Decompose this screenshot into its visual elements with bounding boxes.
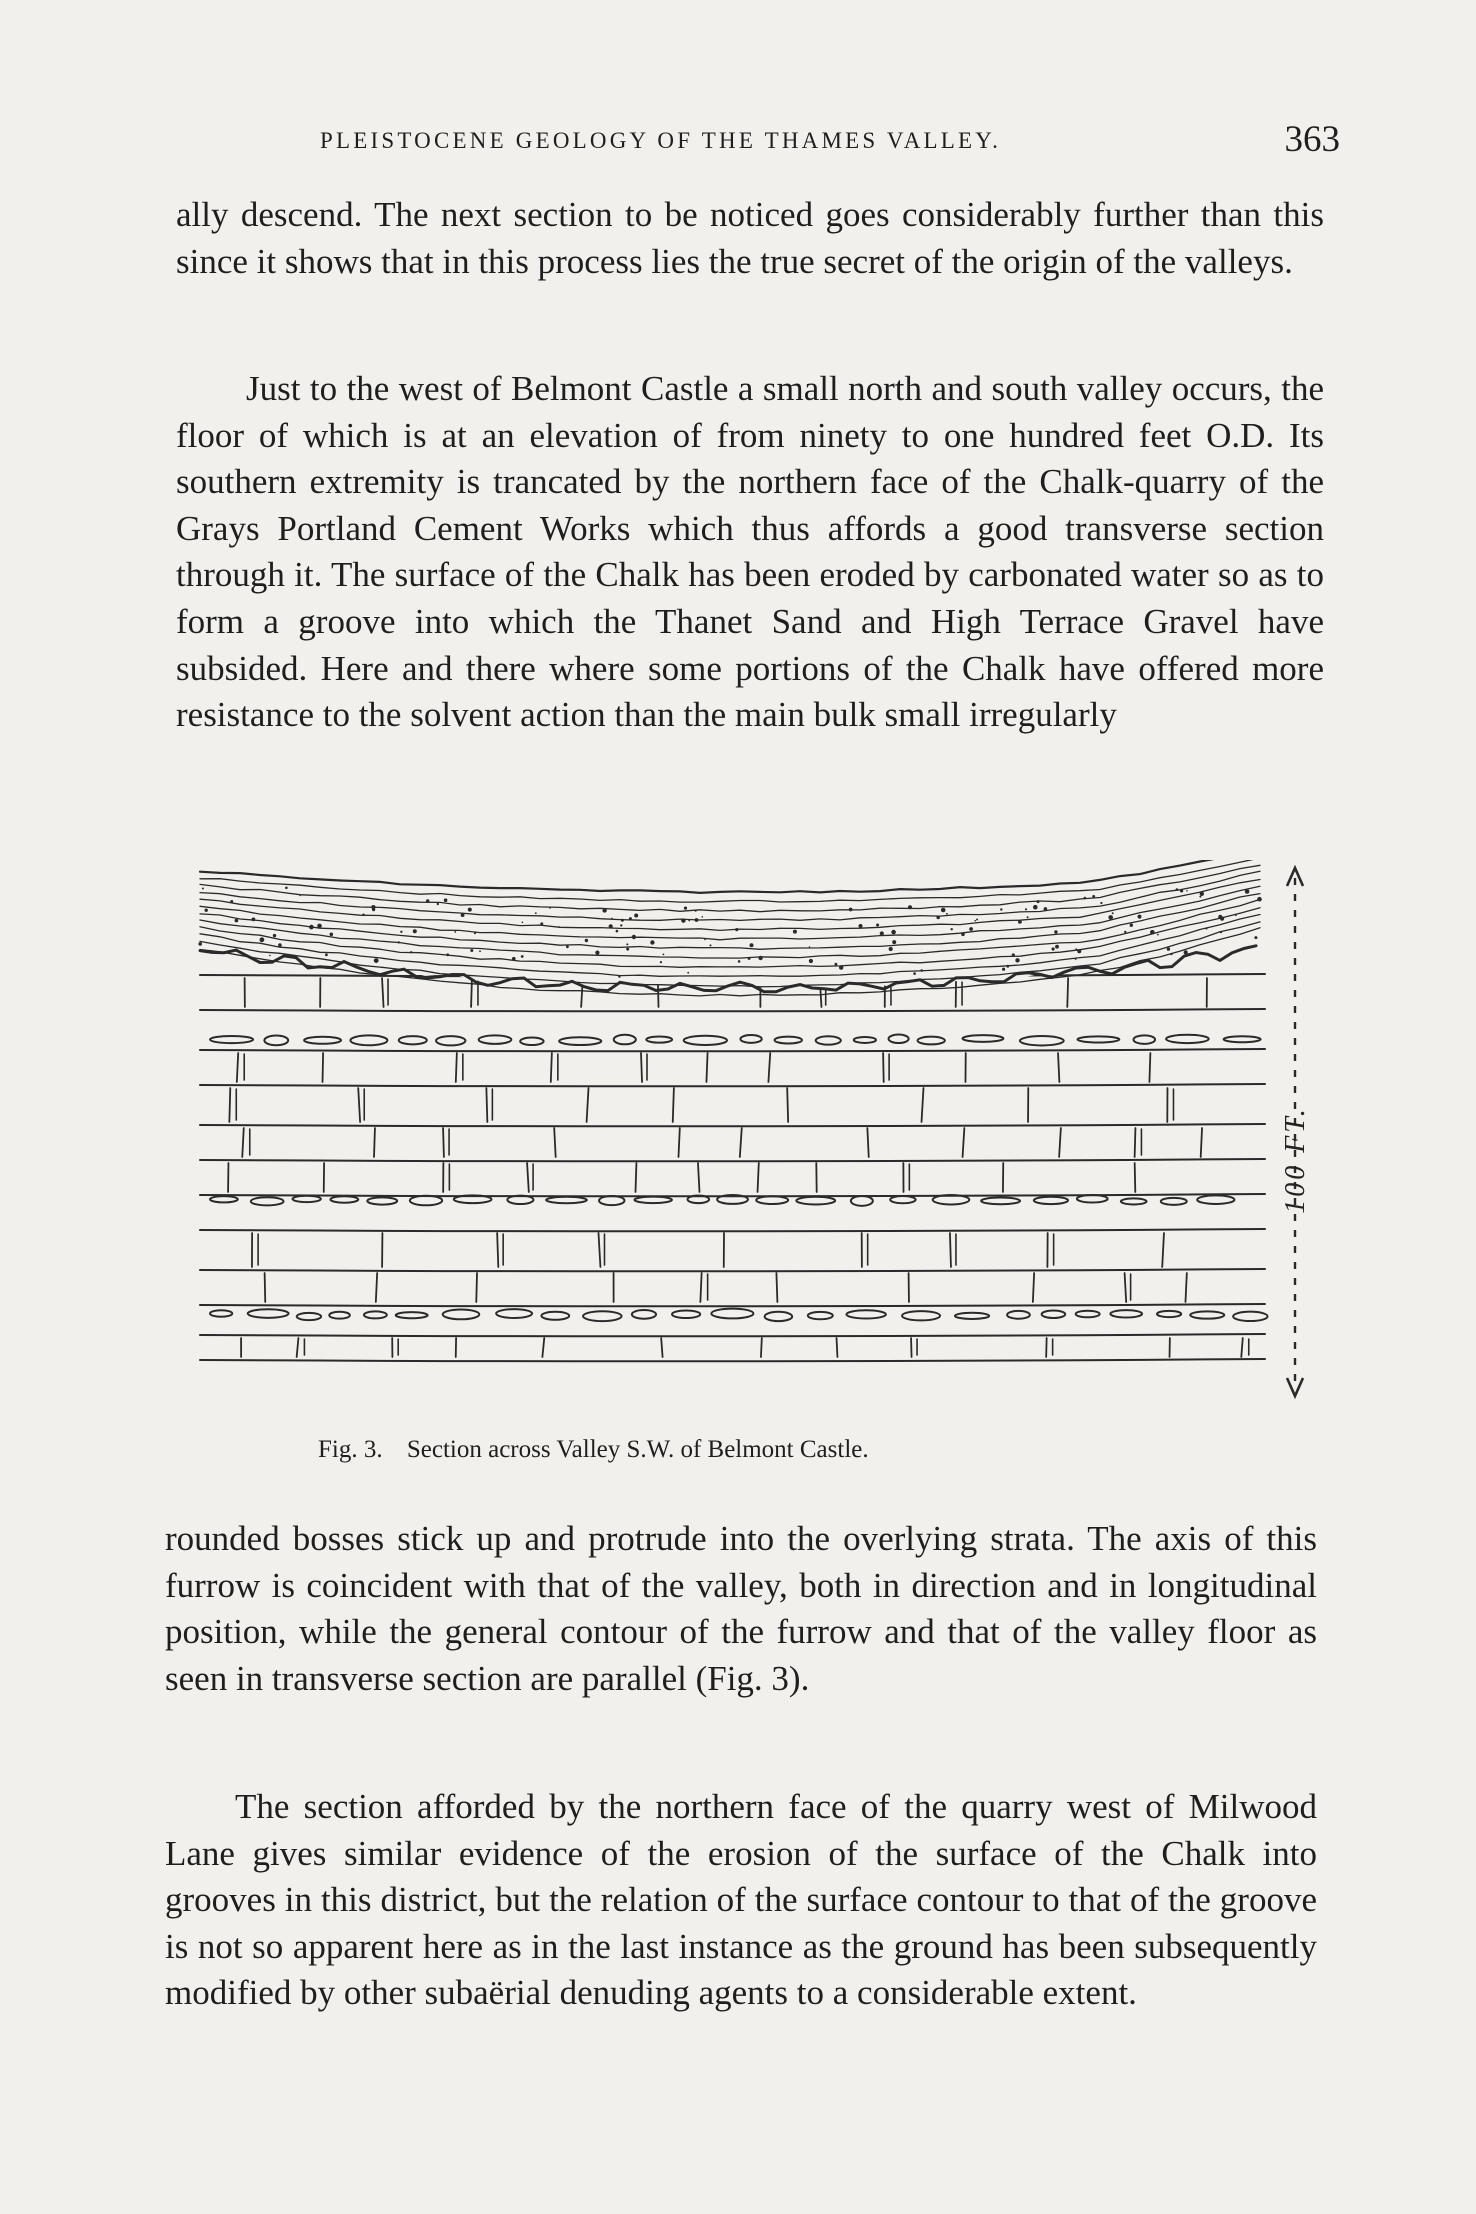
- page-number: 363: [1284, 119, 1340, 160]
- section-illustration: [190, 860, 1340, 1420]
- figure-number: Fig. 3.: [318, 1436, 383, 1463]
- paragraph-1: ally descend. The next section to be noticed goes considerably further than this since it shows that in this process lies the true secret of the origin of the valleys.: [176, 195, 1324, 281]
- paragraph-3: rounded bosses stick up and protrude into the overlying strata. The axis of this furrow is coincident with that of the valley, both in direction and in longitudinal position, while the general contour of the furrow and that of the valley floor as seen in transverse section are parallel (Fig. 3).: [165, 1519, 1317, 1698]
- paragraph-2: Just to the west of Belmont Castle a small north and south valley occurs, the floor of which is at an elevation of from ninety to one hundred feet O.D. Its southern extremity is trancated by the northern face of the Chalk-quarry of the Grays Portland Cement Works which thus affords a good transverse section through it. The surface of the Chalk has been eroded by carbonated water so as to form a groove into which the Thanet Sand and High Terrace Gravel have subsided. Here and there where some portions of the Chalk have offered more resistance to the solvent action than the main bulk small irregularly: [176, 369, 1324, 735]
- running-head: [320, 120, 1340, 170]
- figure-3-section-drawing: [190, 860, 1340, 1420]
- running-title: PLEISTOCENE GEOLOGY OF THE THAMES VALLEY.: [320, 128, 1002, 153]
- figure-caption: [318, 1436, 1218, 1464]
- scale-label: 100 FT.: [1280, 1106, 1311, 1214]
- paragraph-4: The section afforded by the northern face of the quarry west of Milwood Lane gives similar evidence of the erosion of the surface of the Chalk into grooves in this district, but the relation of the surface contour to that of the groove is not so apparent here as in the last instance as the ground has been subsequently modified by other subaërial denuding agents to a considerable extent.: [165, 1787, 1317, 2013]
- figure-caption-text: Section across Valley S.W. of Belmont Castle.: [406, 1436, 869, 1463]
